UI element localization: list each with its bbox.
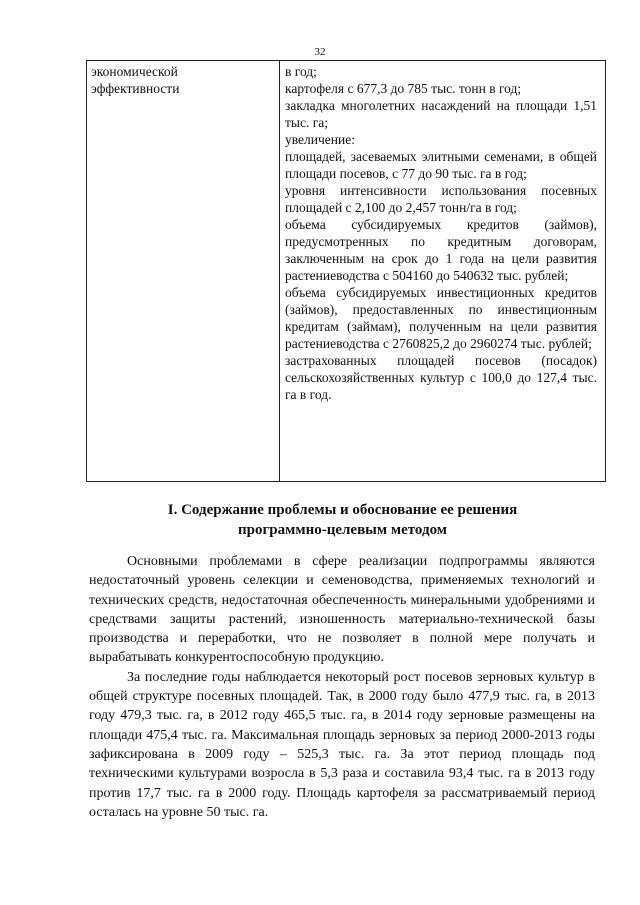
body-paragraph: За последние годы наблюдается некоторый рост посевов зерновых культур в общей структуре посевных площадей. Так, в 2000 году было 477,9 тыс. га, в 2013 году 479,3 тыс. га, в 2012 году 465,5 тыс. га, в 2014 году зерновые размещены на площади 475,4 тыс. га. Максимальная площадь зерновых за период 2000-2013 годы зафиксирована в 2009 году – 525,3 тыс. га. За этот период площадь под техническими культурами возросла в 5,3 раза и составила 93,4 тыс. га в 2013 году против 17,7 тыс. га в 2000 году. Площадь картофеля за рассматриваемый период осталась на уровне 50 тыс. га. <box>89 669 595 820</box>
section-heading <box>90 500 595 540</box>
left-cell-line: экономической <box>91 64 178 79</box>
table-item: закладка многолетних насаждений на площади 1,51 тыс. га; <box>285 98 597 130</box>
table-right-cell <box>285 63 597 403</box>
table-item: уровня интенсивности использования посевных площадей с 2,100 до 2,457 тонн/га в год; <box>285 183 597 215</box>
body-paragraph: Основными проблемами в сфере реализации подпрограммы являются недостаточный уровень селекции и семеноводства, применяемых технологий и технических средств, недостаточная обеспеченность минеральными удобрениями и средствами защиты растений, изношенность материально-технической базы производства и переработки, что не позволяет в полной мере получать и вырабатывать конкурентоспособную продукцию. <box>89 554 595 666</box>
section-body <box>89 552 595 822</box>
indicators-table <box>86 60 606 482</box>
left-cell-line: эффективности <box>91 81 180 96</box>
table-column-divider <box>279 61 280 481</box>
table-left-cell <box>91 63 277 97</box>
table-item: площадей, засеваемых элитными семенами, в общей площади посевов, с 77 до 90 тыс. га в год; <box>285 149 597 181</box>
table-item: объема субсидируемых инвестиционных кредитов (займов), предоставленных по инвестиционным кредитам (займам), полученным на цели развития растениеводства с 2760825,2 до 2960274 тыс. рублей; <box>285 285 597 351</box>
section-heading-line: I. Содержание проблемы и обоснование ее решения <box>167 502 518 518</box>
table-item: в год; <box>285 64 317 79</box>
table-item: застрахованных площадей посевов (посадок) сельскохозяйственных культур с 100,0 до 127,4 тыс. га в год. <box>285 353 597 402</box>
table-item: картофеля с 677,3 до 785 тыс. тонн в год; <box>285 81 522 96</box>
section-heading-line: программно-целевым методом <box>238 522 447 538</box>
page-number: 32 <box>314 46 326 58</box>
table-item: объема субсидируемых кредитов (займов), предусмотренных по кредитным договорам, заключенным на срок до 1 года на цели развития растениеводства с 504160 до 540632 тыс. рублей; <box>285 217 597 283</box>
table-item: увеличение: <box>285 132 355 147</box>
